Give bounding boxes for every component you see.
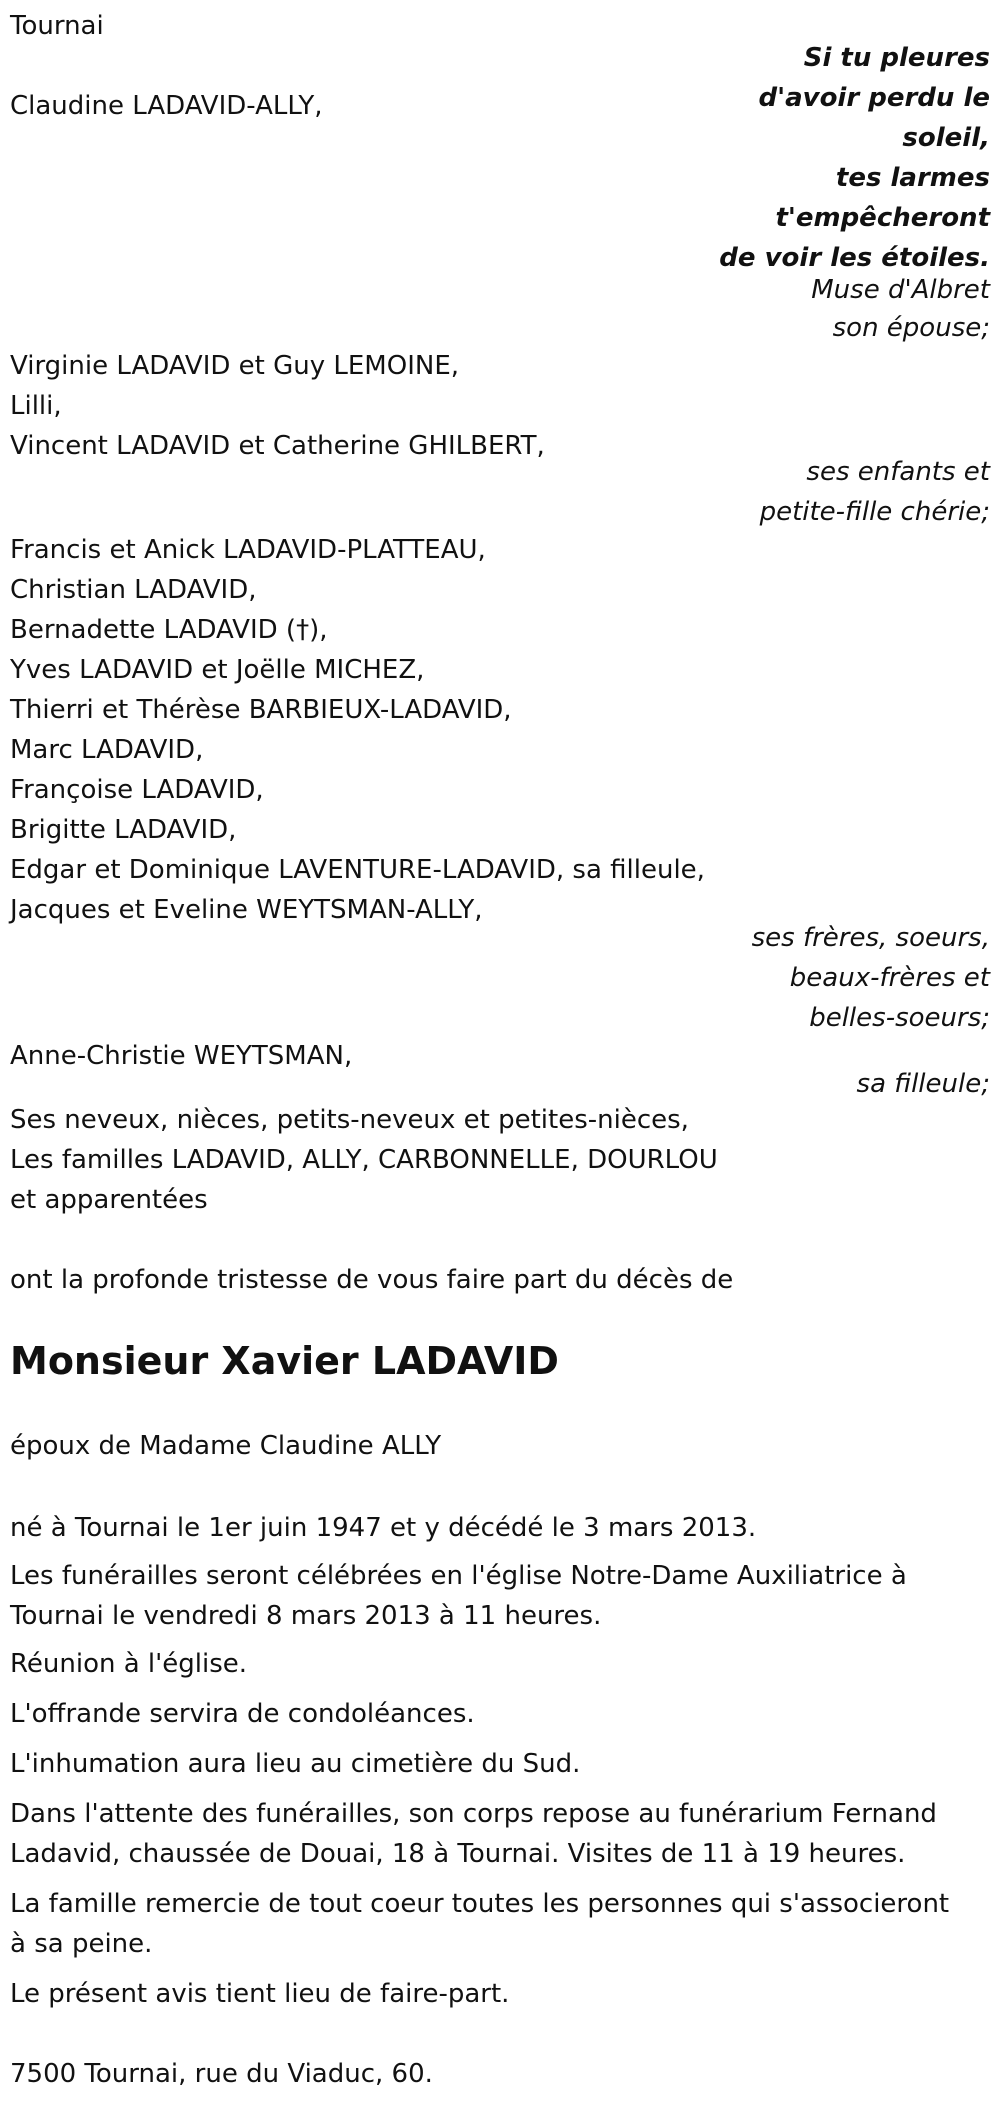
birth-death-line: né à Tournai le 1er juin 1947 et y décédé le 3 mars 2013. [10,1513,757,1543]
poem-line: d'avoir perdu le [758,83,990,113]
poem-line: de voir les étoiles. [719,243,990,273]
list-item: et apparentées [10,1185,208,1215]
deceased-name: Monsieur Xavier LADAVID [10,1339,559,1383]
burial-line: L'inhumation aura lieu au cimetière du Sud. [10,1749,581,1779]
announcement: ont la profonde tristesse de vous faire part du décès de [10,1265,734,1295]
thanks-line: La famille remercie de tout coeur toutes les personnes qui s'associeront [10,1889,950,1919]
siblings-relation: ses frères, soeurs, [751,923,990,953]
list-item: Lilli, [10,391,62,421]
poem-line: tes larmes [835,163,990,193]
list-item: Marc LADAVID, [10,735,204,765]
address: 7500 Tournai, rue du Viaduc, 60. [10,2059,433,2089]
list-item: Yves LADAVID et Joëlle MICHEZ, [10,655,425,685]
list-item: Francis et Anick LADAVID-PLATTEAU, [10,535,486,565]
list-item: Jacques et Eveline WEYTSMAN-ALLY, [10,895,483,925]
goddaughter-relation: sa filleule; [856,1069,990,1099]
rest-line: Ladavid, chaussée de Douai, 18 à Tournai. Visites de 11 à 19 heures. [10,1839,906,1869]
children-relation: petite-fille chérie; [759,497,990,527]
children-relation: ses enfants et [806,457,990,487]
list-item: Ses neveux, nièces, petits-neveux et petites-nièces, [10,1105,689,1135]
siblings-relation: belles-soeurs; [809,1003,990,1033]
list-item: Françoise LADAVID, [10,775,264,805]
poem-line: soleil, [902,123,990,153]
siblings-relation: beaux-frères et [789,963,990,993]
rest-line: Dans l'attente des funérailles, son corps repose au funérarium Fernand [10,1799,937,1829]
poem-line: t'empêcheront [775,203,990,233]
list-item: Virginie LADAVID et Guy LEMOINE, [10,351,460,381]
meeting-line: Réunion à l'église. [10,1649,248,1679]
list-item: Bernadette LADAVID (†), [10,615,328,645]
city-header: Tournai [10,11,104,41]
offering-line: L'offrande servira de condoléances. [10,1699,475,1729]
list-item: Brigitte LADAVID, [10,815,237,845]
deceased-spouse-line: époux de Madame Claudine ALLY [10,1431,442,1461]
list-item: Edgar et Dominique LAVENTURE-LADAVID, sa filleule, [10,855,705,885]
spouse-name: Claudine LADAVID-ALLY, [10,91,323,121]
list-item: Thierri et Thérèse BARBIEUX-LADAVID, [10,695,512,725]
list-item: Christian LADAVID, [10,575,257,605]
funeral-line: Les funérailles seront célébrées en l'église Notre-Dame Auxiliatrice à [10,1561,907,1591]
list-item: Vincent LADAVID et Catherine GHILBERT, [10,431,545,461]
spouse-relation: son épouse; [832,313,990,343]
funeral-line: Tournai le vendredi 8 mars 2013 à 11 heures. [10,1601,602,1631]
poem-author: Muse d'Albret [811,275,990,305]
poem-line: Si tu pleures [803,43,990,73]
list-item: Les familles LADAVID, ALLY, CARBONNELLE, DOURLOU [10,1145,718,1175]
thanks-line: à sa peine. [10,1929,153,1959]
goddaughter-name: Anne-Christie WEYTSMAN, [10,1041,353,1071]
notice-line: Le présent avis tient lieu de faire-part. [10,1979,510,2009]
